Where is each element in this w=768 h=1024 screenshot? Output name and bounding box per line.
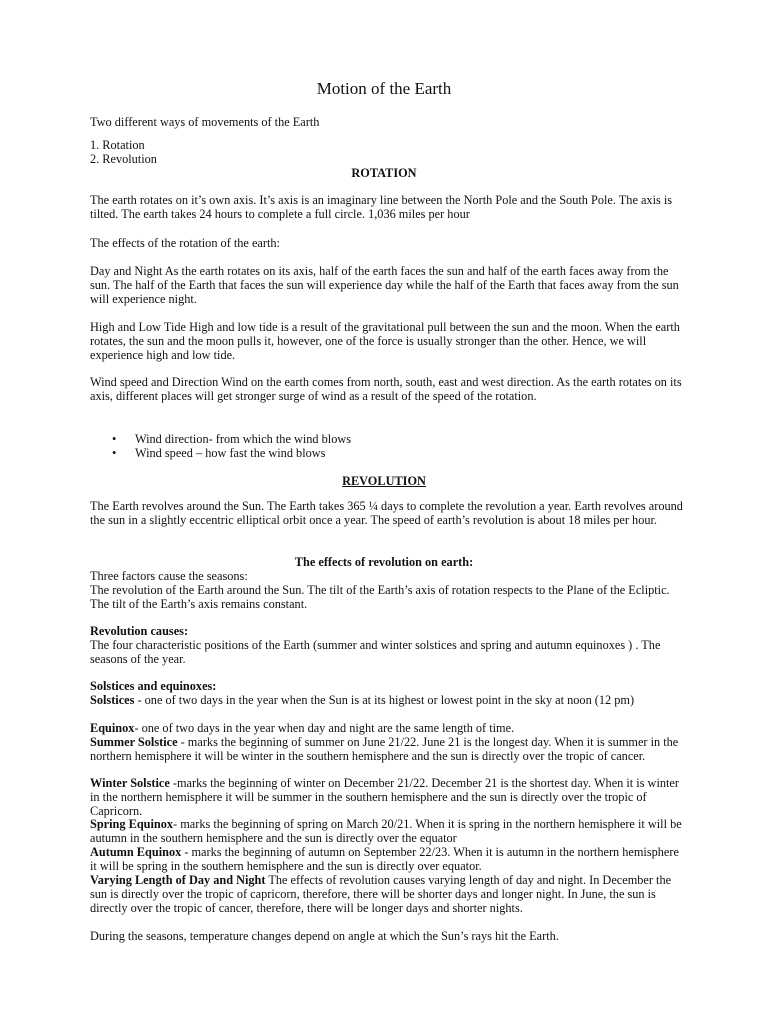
day-night-paragraph: Day and Night As the earth rotates on its axis, half of the earth faces the sun and half of the earth faces away from the sun. The half of the Earth that faces the sun will experience day while the half of the Earth that faces away from the sun will experience night. [90, 264, 679, 306]
rotation-paragraph-1: The earth rotates on it’s own axis. It’s axis is an imaginary line between the North Pole and the South Pole. The axis is tilted. The earth takes 24 hours to complete a full circle. 1,036 miles per hour [90, 193, 673, 221]
list-item-revolution: 2. Revolution [90, 152, 157, 166]
rotation-heading: ROTATION [351, 166, 417, 180]
term-definition: - marks the beginning of spring on March 20/21. When it is spring in the northern hemisphere it will be autumn in the southern hemisphere and the sun is directly over the equator [90, 817, 682, 845]
term-label: Equinox [90, 721, 135, 735]
term-definition: - marks the beginning of summer on June 21/22. June 21 is the longest day. When it is summer in the northern hemisphere it will be winter in the southern hemisphere and the sun is directly over the tropic of cancer. [90, 735, 679, 763]
effects-heading: The effects of revolution on earth: [294, 555, 474, 569]
term-entry [90, 845, 688, 873]
tide-paragraph: High and Low Tide High and low tide is a result of the gravitational pull between the sun and the moon. When the earth rotates, the sun and the moon pulls it, however, one of the force is usually stronger than the other. Hence, we will experience high and low tide. [90, 320, 680, 362]
term-entry [90, 693, 688, 707]
bullet-icon: • [112, 432, 117, 446]
wind-bullet-list [112, 432, 672, 460]
term-label: Varying Length of Day and Night [90, 873, 266, 887]
term-label: Winter Solstice [90, 776, 170, 790]
factors-line: Three factors cause the seasons: [90, 569, 248, 583]
term-entry [90, 817, 688, 845]
term-label: Summer Solstice [90, 735, 178, 749]
page-title: Motion of the Earth [316, 79, 452, 98]
term-definition: - one of two days in the year when the Sun is at its highest or lowest point in the sky at noon (12 pm) [134, 693, 635, 707]
term-definition: - marks the beginning of autumn on September 22/23. When it is autumn in the northern hemisphere it will be spring in the southern hemisphere and the sun is directly over equator. [90, 845, 679, 873]
intro-text: Two different ways of movements of the Earth [90, 115, 320, 129]
term-label: Solstices [90, 693, 135, 707]
rotation-paragraph-2: The effects of the rotation of the earth: [90, 236, 280, 250]
factors-paragraph: The revolution of the Earth around the Sun. The tilt of the Earth’s axis of rotation respects to the Plane of the Ecliptic. The tilt of the Earth’s axis remains constant. [90, 583, 670, 611]
list-item-rotation: 1. Rotation [90, 138, 145, 152]
term-entry [90, 776, 688, 818]
term-definition: The effects of revolution causes varying length of day and night. In December the sun is directly over the tropic of capricorn, therefore, there will be shorter days and longer night. In June, the sun is directly over the tropic of cancer, therefore, there will be longer days and shorter nights. [90, 873, 672, 915]
bullet-text: Wind direction- from which the wind blows [135, 432, 352, 446]
revolution-paragraph: The Earth revolves around the Sun. The Earth takes 365 ¼ days to complete the revolution a year. Earth revolves around the sun in a slightly eccentric elliptical orbit once a year. The speed of earth’s revolution is about 18 miles per hour. [90, 499, 683, 527]
causes-paragraph: The four characteristic positions of the Earth (summer and winter solstices and spring and autumn equinoxes ) . The seasons of the year. [90, 638, 661, 666]
bullet-text: Wind speed – how fast the wind blows [135, 446, 326, 460]
term-label: Autumn Equinox [90, 845, 182, 859]
term-entry [90, 735, 688, 763]
solstices-heading: Solstices and equinoxes: [90, 679, 217, 693]
term-definition: -marks the beginning of winter on December 21/22. December 21 is the shortest day. When it is winter in the northern hemisphere it will be summer in the southern hemisphere and the sun is directly over the tropic of Capricorn. [90, 776, 679, 818]
term-label: Spring Equinox [90, 817, 174, 831]
list-item [112, 446, 672, 460]
term-definition: - one of two days in the year when day and night are the same length of time. [134, 721, 515, 735]
term-entry [90, 721, 688, 735]
term-entry [90, 873, 688, 915]
bullet-icon: • [112, 446, 117, 460]
revolution-heading: REVOLUTION [342, 474, 426, 488]
list-item [112, 432, 672, 446]
wind-paragraph: Wind speed and Direction Wind on the earth comes from north, south, east and west direction. As the earth rotates on its axis, different places will get stronger surge of wind as a result of the speed of the rotation. [90, 375, 682, 403]
closing-paragraph: During the seasons, temperature changes depend on angle at which the Sun’s rays hit the Earth. [90, 929, 559, 943]
causes-heading: Revolution causes: [90, 624, 189, 638]
